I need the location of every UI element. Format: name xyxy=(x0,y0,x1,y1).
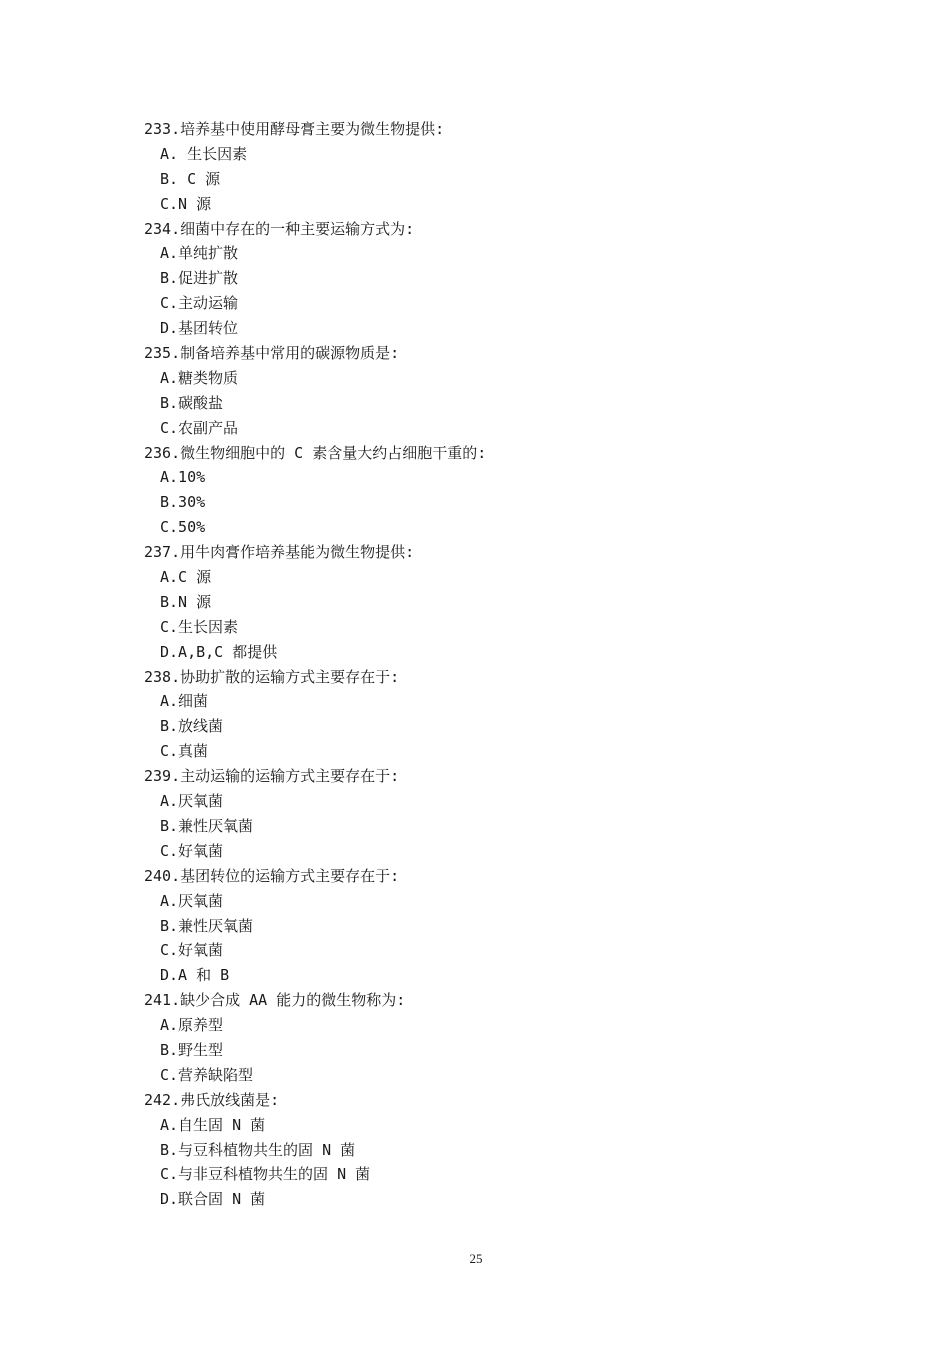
option-c: C.主动运输 xyxy=(160,294,239,313)
question-stem: 239.主动运输的运输方式主要存在于: xyxy=(144,767,400,786)
option-c: C.50% xyxy=(160,518,206,537)
option-d: D.A,B,C 都提供 xyxy=(160,642,278,661)
option-a: A.细菌 xyxy=(160,692,209,711)
question-235 xyxy=(144,341,844,441)
question-stem: 233.培养基中使用酵母膏主要为微生物提供: xyxy=(144,120,445,138)
question-stem: 235.制备培养基中常用的碳源物质是: xyxy=(144,344,400,363)
option-a: A.C 源 xyxy=(160,568,212,587)
option-c: C.好氧菌 xyxy=(160,941,224,960)
question-stem: 236.微生物细胞中的 C 素含量大约占细胞干重的: xyxy=(144,443,487,462)
question-234 xyxy=(144,217,844,341)
option-b: B.兼性厌氧菌 xyxy=(160,916,254,935)
option-b: B.30% xyxy=(160,493,206,512)
option-c: C.好氧菌 xyxy=(160,841,224,860)
option-a: A.糖类物质 xyxy=(160,368,239,387)
question-stem: 241.缺少合成 AA 能力的微生物称为: xyxy=(144,991,406,1010)
option-a: A.10% xyxy=(160,468,206,487)
option-a: A.单纯扩散 xyxy=(160,244,239,263)
option-b: B.促进扩散 xyxy=(160,269,239,288)
option-c: C.营养缺陷型 xyxy=(160,1065,254,1084)
question-stem: 234.细菌中存在的一种主要运输方式为: xyxy=(144,219,415,238)
question-stem: 238.协助扩散的运输方式主要存在于: xyxy=(144,667,400,686)
question-236 xyxy=(144,441,844,541)
option-c: C.真菌 xyxy=(160,742,209,761)
option-b: B.与豆科植物共生的固 N 菌 xyxy=(160,1140,356,1159)
option-c: C.生长因素 xyxy=(160,617,239,636)
option-b: B.兼性厌氧菌 xyxy=(160,816,254,835)
page-number: 25 xyxy=(469,1251,483,1266)
question-238 xyxy=(144,665,844,765)
question-239 xyxy=(144,764,844,864)
option-b: B.N 源 xyxy=(160,592,212,611)
option-d: D.A 和 B xyxy=(160,966,230,985)
option-a: A.原养型 xyxy=(160,1016,224,1035)
question-list xyxy=(144,117,844,1212)
question-240 xyxy=(144,864,844,988)
option-a: A.自生固 N 菌 xyxy=(160,1115,266,1134)
option-d: D.联合固 N 菌 xyxy=(160,1190,266,1209)
question-stem: 240.基团转位的运输方式主要存在于: xyxy=(144,866,400,885)
option-c: C.农副产品 xyxy=(160,418,239,437)
option-b: B.碳酸盐 xyxy=(160,393,224,412)
question-stem: 242.弗氏放线菌是: xyxy=(144,1090,280,1109)
question-237 xyxy=(144,540,844,664)
option-b: B. C 源 xyxy=(160,169,221,188)
question-242 xyxy=(144,1088,844,1212)
question-stem: 237.用牛肉膏作培养基能为微生物提供: xyxy=(144,543,415,562)
option-a: A. 生长因素 xyxy=(160,144,248,163)
option-b: B.放线菌 xyxy=(160,717,224,736)
option-c: C.与非豆科植物共生的固 N 菌 xyxy=(160,1165,371,1184)
option-a: A.厌氧菌 xyxy=(160,792,224,811)
option-a: A.厌氧菌 xyxy=(160,891,224,910)
question-241 xyxy=(144,988,844,1088)
option-c: C.N 源 xyxy=(160,194,212,213)
option-d: D.基团转位 xyxy=(160,319,239,338)
option-b: B.野生型 xyxy=(160,1040,224,1059)
question-233 xyxy=(144,117,844,217)
